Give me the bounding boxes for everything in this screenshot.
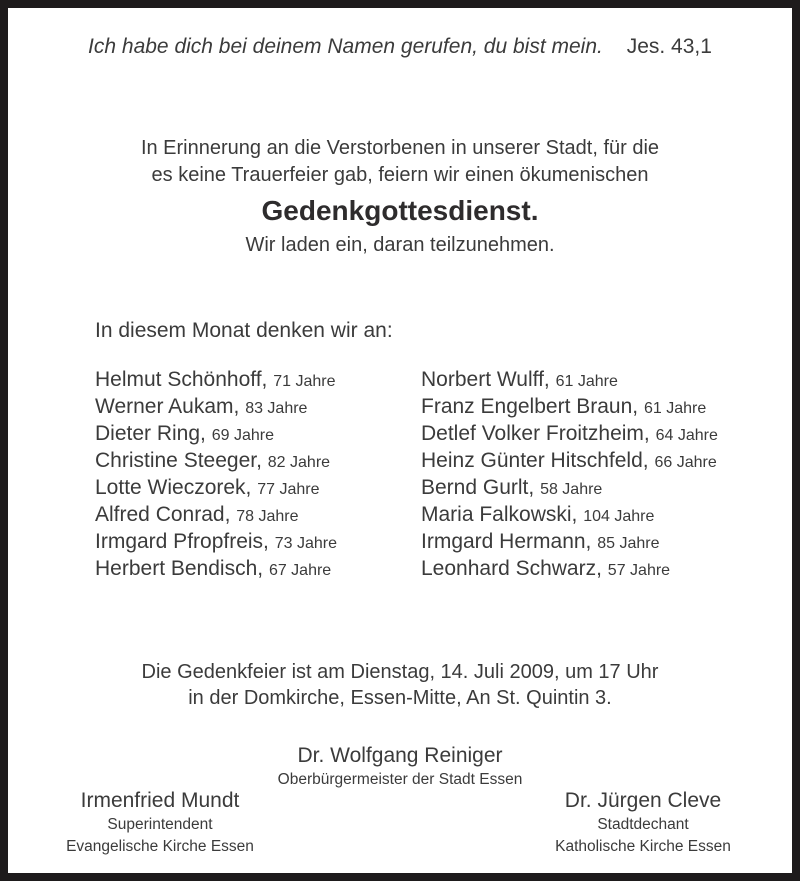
memorial-list-left (95, 367, 421, 583)
signature-left-role-1: Superintendent (107, 816, 213, 833)
deceased-age: 58 Jahre (540, 481, 603, 498)
list-item (421, 502, 792, 529)
list-item (421, 448, 792, 475)
deceased-name: Werner Aukam, (95, 395, 240, 418)
signature-right-name: Dr. Jürgen Cleve (564, 789, 722, 812)
list-item (421, 556, 792, 583)
event-date-line: Die Gedenkfeier ist am Dienstag, 14. Juli 2009, um 17 Uhr (141, 661, 659, 683)
deceased-name: Detlef Volker Froitzheim, (421, 422, 650, 445)
list-item (95, 475, 421, 502)
deceased-name: Franz Engelbert Braun, (421, 395, 639, 418)
list-item (421, 367, 792, 394)
deceased-age: 78 Jahre (236, 508, 299, 525)
list-item (95, 529, 421, 556)
list-item (421, 394, 792, 421)
signature-right-role-1: Stadtdechant (597, 816, 689, 833)
deceased-age: 67 Jahre (268, 562, 332, 579)
list-item (421, 529, 792, 556)
deceased-name: Bernd Gurlt, (421, 476, 535, 499)
deceased-age: 66 Jahre (654, 454, 717, 471)
event-venue-line: in der Domkirche, Essen-Mitte, An St. Quintin 3. (188, 687, 612, 709)
list-item (95, 448, 421, 475)
deceased-age: 83 Jahre (245, 400, 308, 417)
list-item (421, 421, 792, 448)
deceased-age: 85 Jahre (597, 535, 660, 552)
deceased-name: Lotte Wieczorek, (95, 476, 252, 499)
event-details (8, 659, 792, 711)
deceased-age: 69 Jahre (211, 427, 274, 444)
deceased-name: Leonhard Schwarz, (421, 557, 602, 580)
intro-line-1: In Erinnerung an die Verstorbenen in unserer Stadt, für die (140, 137, 660, 159)
signature-main-role: Oberbürgermeister der Stadt Essen (277, 771, 523, 788)
quote-text: Ich habe dich bei deinem Namen gerufen, du bist mein. (88, 35, 603, 58)
deceased-name: Heinz Günter Hitschfeld, (421, 449, 649, 472)
deceased-age: 64 Jahre (655, 427, 718, 444)
deceased-age: 57 Jahre (607, 562, 671, 579)
list-item (95, 421, 421, 448)
deceased-age: 61 Jahre (643, 400, 707, 417)
deceased-name: Irmgard Hermann, (421, 530, 592, 553)
list-item (95, 556, 421, 583)
deceased-name: Norbert Wulff, (421, 368, 550, 391)
list-heading: In diesem Monat denken wir an: (95, 319, 393, 342)
deceased-age: 82 Jahre (267, 454, 331, 471)
deceased-age: 71 Jahre (273, 373, 336, 390)
intro-paragraph (8, 135, 792, 189)
signature-main (8, 743, 792, 790)
signature-left (52, 788, 268, 857)
quote-source: Jes. 43,1 (626, 35, 712, 58)
list-item (95, 502, 421, 529)
deceased-name: Helmut Schönhoff, (95, 368, 268, 391)
list-item (421, 475, 792, 502)
deceased-name: Irmgard Pfropfreis, (95, 530, 269, 553)
intro-line-2: es keine Trauerfeier gab, feiern wir einen ökumenischen (151, 164, 649, 186)
deceased-age: 104 Jahre (583, 508, 655, 525)
bible-quote (8, 34, 792, 59)
deceased-age: 77 Jahre (257, 481, 320, 498)
invitation-text: Wir laden ein, daran teilzunehmen. (245, 234, 555, 256)
memorial-list-right (421, 367, 792, 583)
deceased-name: Alfred Conrad, (95, 503, 231, 526)
deceased-name: Dieter Ring, (95, 422, 206, 445)
signature-left-role-2: Evangelische Kirche Essen (66, 838, 254, 855)
deceased-age: 61 Jahre (555, 373, 618, 390)
list-item (95, 394, 421, 421)
deceased-name: Herbert Bendisch, (95, 557, 264, 580)
deceased-name: Maria Falkowski, (421, 503, 578, 526)
deceased-name: Christine Steeger, (95, 449, 262, 472)
deceased-age: 73 Jahre (274, 535, 337, 552)
memorial-list (8, 367, 792, 583)
memorial-service-title: Gedenkgottesdienst. (261, 195, 539, 226)
signature-right-role-2: Katholische Kirche Essen (555, 838, 731, 855)
signature-right (535, 788, 751, 857)
signature-main-name: Dr. Wolfgang Reiniger (297, 744, 503, 767)
list-item (95, 367, 421, 394)
signature-left-name: Irmenfried Mundt (80, 789, 240, 812)
